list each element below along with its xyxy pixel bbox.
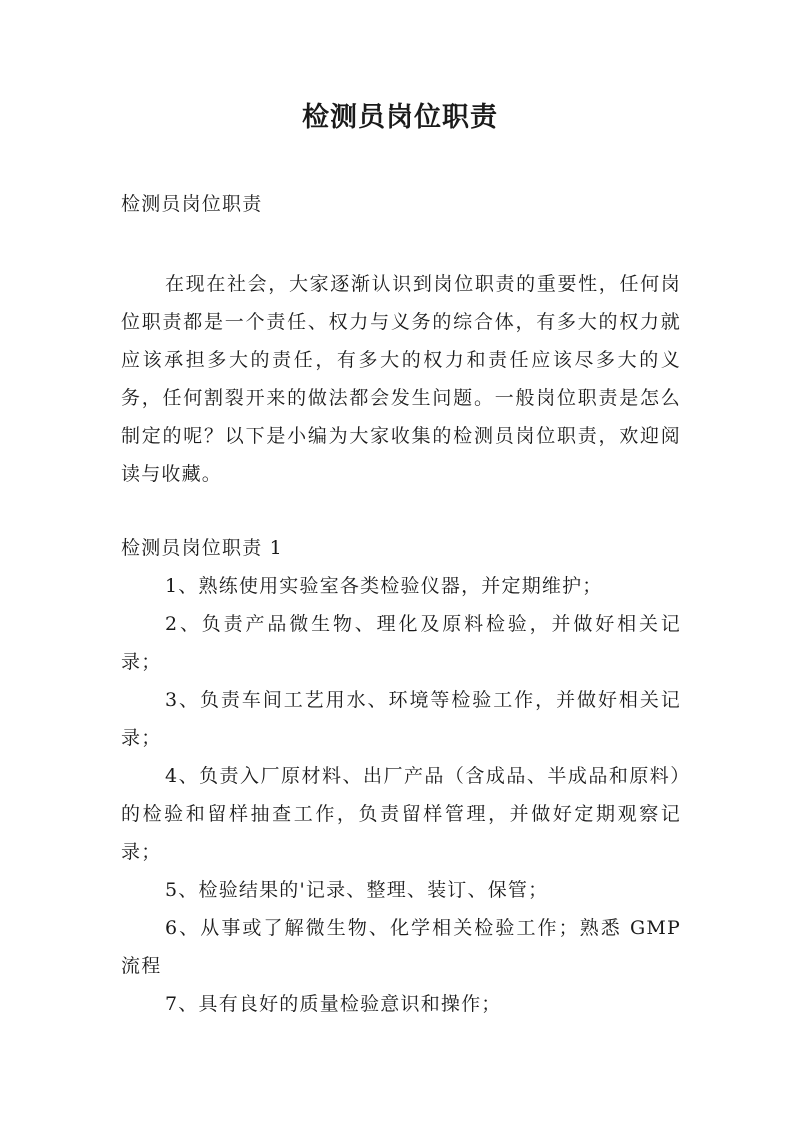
section-heading: 检测员岗位职责 1 (121, 537, 283, 559)
duty-item: 5、检验结果的'记录、整理、装订、保管； (165, 879, 549, 901)
duty-item: 2、负责产品微生物、理化及原料检验，并做好相关记录； (121, 613, 681, 673)
duty-item: 1、熟练使用实验室各类检验仪器，并定期维护； (165, 575, 603, 597)
intro-paragraph: 在现在社会，大家逐渐认识到岗位职责的重要性，任何岗位职责都是一个责任、权力与义务的综合体，有多大的权力就应该承担多大的责任，有多大的权力和责任应该尽多大的义务，任何割裂开来的做法都会发生问题。一般岗位职责是怎么制定的呢？以下是小编为大家收集的检测员岗位职责，欢迎阅读与收藏。 (121, 273, 681, 485)
duty-item: 3、负责车间工艺用水、环境等检验工作，并做好相关记录； (121, 689, 681, 749)
duty-list (121, 567, 681, 1023)
duty-item: 6、从事或了解微生物、化学相关检验工作；熟悉 GMP 流程 (121, 917, 681, 977)
document-body (121, 185, 681, 1023)
document-title: 检测员岗位职责 (302, 102, 498, 133)
document-subtitle: 检测员岗位职责 (121, 193, 263, 215)
duty-item: 4、负责入厂原材料、出厂产品（含成品、半成品和原料）的检验和留样抽查工作，负责留样管理，并做好定期观察记录； (121, 765, 681, 863)
duty-item: 7、具有良好的质量检验意识和操作； (165, 993, 502, 1015)
